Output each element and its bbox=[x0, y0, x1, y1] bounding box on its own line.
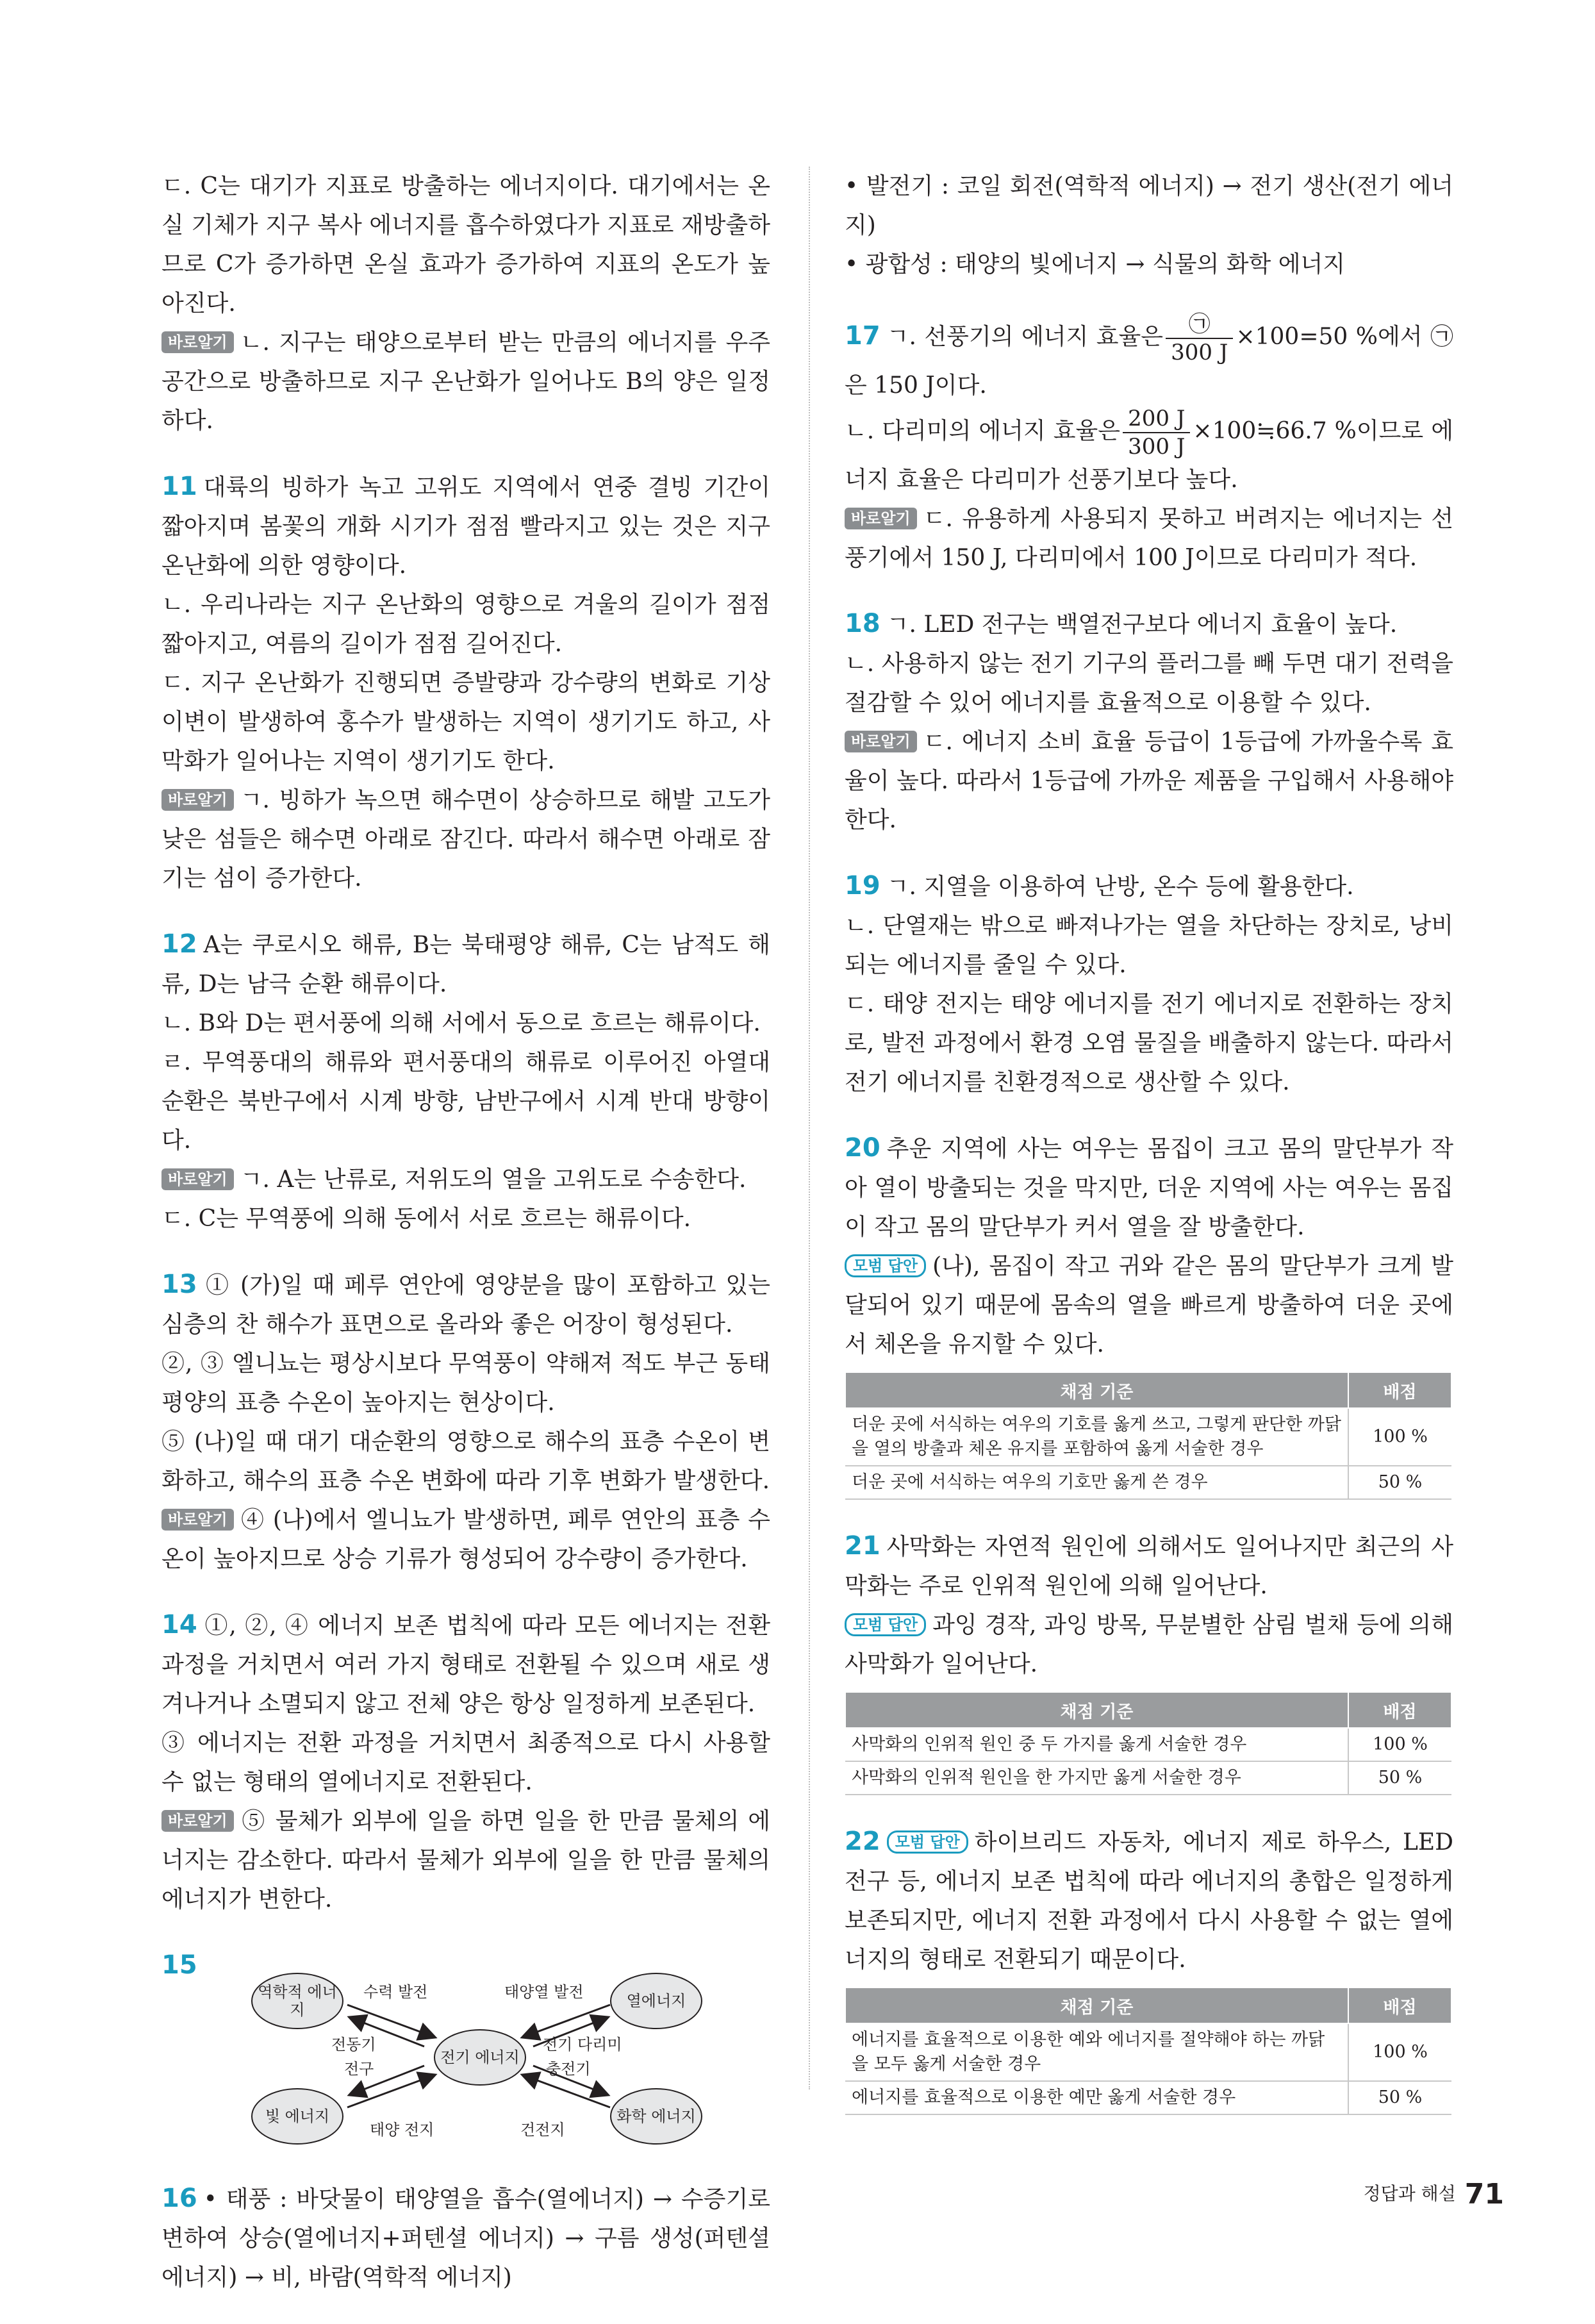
criteria-cell: 더운 곳에 서식하는 여우의 기호만 옳게 쓴 경우 bbox=[845, 1466, 1348, 1499]
criteria-cell: 사막화의 인위적 원인을 한 가지만 옳게 서술한 경우 bbox=[845, 1761, 1348, 1795]
label-battery: 건전지 bbox=[520, 2121, 565, 2139]
q21-line bbox=[845, 1527, 1453, 1606]
q14-line-0 bbox=[161, 1606, 770, 1723]
wrong-tag: 바로알기 bbox=[845, 731, 917, 752]
q14-wrong-text: ⑤ 물체가 외부에 일을 하면 일을 한 만큼 물체의 에너지는 감소한다. 따라서 물체가 외부에 일을 한 만큼 물체의 에너지가 변한다. bbox=[161, 1808, 770, 1913]
q17-b-post: ×100≒66.7 %이므로 에너지 효율은 다리미가 선풍기보다 높다. bbox=[845, 418, 1453, 493]
page-number: 71 bbox=[1464, 2178, 1504, 2211]
q11-line-0 bbox=[161, 467, 770, 585]
q17-fraction-b bbox=[1123, 405, 1190, 460]
q11-line-1: ㄴ. 우리나라는 지구 온난화의 영향으로 겨울의 길이가 점점 짧아지고, 여름의 길이가 점점 길어진다. bbox=[161, 592, 770, 657]
q11-wrong bbox=[161, 781, 770, 898]
q16-continuation bbox=[845, 167, 1453, 284]
q11-wrong-text: ㄱ. 빙하가 녹으면 해수면이 상승하므로 해발 고도가 낮은 섬들은 해수면 아래로 잠긴다. 따라서 해수면 아래로 잠기는 섬이 증가한다. bbox=[161, 787, 770, 892]
q14-line-1: ③ 에너지는 전환 과정을 거치면서 최종적으로 다시 사용할 수 없는 형태의 열에너지로 전환된다. bbox=[161, 1730, 770, 1795]
q13-text-0: ① (가)일 때 페루 연안에 영양분을 많이 포함하고 있는 심층의 찬 해수가 표면으로 올라와 좋은 어장이 형성된다. bbox=[161, 1272, 770, 1338]
q13-number: 13 bbox=[161, 1270, 197, 1299]
q17-b-pre: ㄴ. 다리미의 에너지 효율은 bbox=[845, 418, 1121, 444]
criteria-cell: 에너지를 효율적으로 이용한 예와 에너지를 절약해야 하는 까닭을 모두 옳게 서술한 경우 bbox=[845, 2023, 1348, 2081]
q19-line-1: ㄴ. 단열재는 밖으로 빠져나가는 열을 차단하는 장치로, 낭비되는 에너지를 줄일 수 있다. bbox=[845, 913, 1453, 978]
page-footer bbox=[1364, 2178, 1504, 2211]
label-bulb: 전구 bbox=[344, 2060, 374, 2078]
score-header: 배점 bbox=[1348, 1988, 1451, 2023]
q14-text-0: ①, ②, ④ 에너지 보존 법칙에 따라 모든 에너지는 전환 과정을 거치면서 여러 가지 형태로 전환될 수 있으며 새로 생겨나거나 소멸되지 않고 전체 양은 항상 일정하게 보존된다. bbox=[161, 1613, 770, 1717]
q20 bbox=[845, 1129, 1453, 1500]
q14 bbox=[161, 1606, 770, 1919]
q13-line-1: ②, ③ 엘니뇨는 평상시보다 무역풍이 약해져 적도 부근 동태평양의 표층 수온이 높아지는 현상이다. bbox=[161, 1350, 770, 1416]
wrong-tag: 바로알기 bbox=[161, 789, 234, 811]
q16 bbox=[161, 2179, 770, 2297]
q21-scoring-table bbox=[845, 1691, 1452, 1795]
label-solar-heat: 태양열 발전 bbox=[504, 1983, 584, 2001]
q21-text: 사막화는 자연적 원인에 의해서도 일어나지만 최근의 사막화는 주로 인위적 원인에 의해 일어난다. bbox=[845, 1534, 1453, 1599]
q16-generator: • 발전기 : 코일 회전(역학적 에너지) → 전기 생산(전기 에너지) bbox=[845, 173, 1453, 238]
q20-scoring-table bbox=[845, 1372, 1452, 1500]
q22-line bbox=[845, 1822, 1453, 1979]
q17-number: 17 bbox=[845, 321, 880, 351]
q21-number: 21 bbox=[845, 1531, 880, 1561]
q12-line-2: ㄹ. 무역풍대의 해류와 편서풍대의 해류로 이루어진 아열대 순환은 북반구에서 시계 방향, 남반구에서 시계 반대 방향이다. bbox=[161, 1049, 770, 1154]
score-cell: 100 % bbox=[1348, 1728, 1451, 1761]
fraction-numerator: ㉠ bbox=[1166, 311, 1233, 339]
q21-model bbox=[845, 1606, 1453, 1684]
q19-text-0: ㄱ. 지열을 이용하여 난방, 온수 등에 활용한다. bbox=[886, 874, 1354, 900]
table-row bbox=[845, 1466, 1451, 1499]
model-answer-tag: 모범 답안 bbox=[887, 1830, 968, 1854]
footer-title: 정답과 해설 bbox=[1363, 2183, 1456, 2204]
q12 bbox=[161, 925, 770, 1238]
score-cell: 100 % bbox=[1348, 1408, 1451, 1466]
q22-scoring-table bbox=[845, 1987, 1452, 2115]
node-electric-energy: 전기 에너지 bbox=[434, 2029, 526, 2086]
q17-wrong bbox=[845, 499, 1453, 577]
label-charger: 충전기 bbox=[546, 2060, 591, 2078]
score-cell: 50 % bbox=[1348, 2081, 1451, 2114]
q10-continuation bbox=[161, 167, 770, 440]
node-chemical-energy: 화학 에너지 bbox=[610, 2088, 702, 2145]
q12-number: 12 bbox=[161, 929, 197, 959]
wrong-tag: 바로알기 bbox=[845, 508, 917, 529]
model-answer-tag: 모범 답안 bbox=[845, 1254, 926, 1277]
score-cell: 50 % bbox=[1348, 1761, 1451, 1795]
q21-model-text: 과잉 경작, 과잉 방목, 무분별한 삼림 벌채 등에 의해 사막화가 일어난다. bbox=[845, 1612, 1453, 1677]
score-header: 배점 bbox=[1348, 1372, 1451, 1408]
q12-wrong-2: ㄷ. C는 무역풍에 의해 동에서 서로 흐르는 해류이다. bbox=[161, 1206, 691, 1232]
criteria-cell: 더운 곳에 서식하는 여우의 기호를 옳게 쓰고, 그렇게 판단한 까닭을 열의 방출과 체온 유지를 포함하여 옳게 서술한 경우 bbox=[845, 1408, 1348, 1466]
q12-wrong bbox=[161, 1160, 770, 1199]
q20-text: 추운 지역에 사는 여우는 몸집이 크고 몸의 말단부가 작아 열이 방출되는 것을 막지만, 더운 지역에 사는 여우는 몸집이 작고 몸의 말단부가 커서 열을 잘 방출한다. bbox=[845, 1136, 1453, 1240]
q11-text-0: 대륙의 빙하가 녹고 고위도 지역에서 연중 결빙 기간이 짧아지며 봄꽃의 개화 시기가 점점 빨라지고 있는 것은 지구 온난화에 의한 영향이다. bbox=[161, 474, 770, 579]
q10-text: ㄷ. C는 대기가 지표로 방출하는 에너지이다. 대기에서는 온실 기체가 지구 복사 에너지를 흡수하였다가 지표로 재방출하므로 C가 증가하면 온실 효과가 증가하여 지표의 온도가 높아진다. bbox=[161, 173, 770, 317]
q14-number: 14 bbox=[161, 1610, 197, 1639]
label-motor: 전동기 bbox=[331, 2036, 376, 2054]
q18-wrong-text: ㄷ. 에너지 소비 효율 등급이 1등급에 가까울수록 효율이 높다. 따라서 1등급에 가까운 제품을 구입해서 사용해야 한다. bbox=[845, 729, 1453, 833]
q20-number: 20 bbox=[845, 1133, 880, 1163]
q17-a-pre: ㄱ. 선풍기의 에너지 효율은 bbox=[886, 324, 1164, 350]
column-divider bbox=[809, 167, 810, 2089]
wrong-tag: 바로알기 bbox=[161, 1168, 234, 1190]
q16-number: 16 bbox=[161, 2184, 197, 2213]
q12-line-0 bbox=[161, 925, 770, 1004]
q13-line-2: ⑤ (나)일 때 대기 대순환의 영향으로 해수의 표층 수온이 변화하고, 해수의 표층 수온 변화에 따라 기후 변화가 발생한다. bbox=[161, 1429, 770, 1494]
score-cell: 100 % bbox=[1348, 2023, 1451, 2081]
criteria-header: 채점 기준 bbox=[845, 1988, 1348, 2023]
q12-text-0: A는 쿠로시오 해류, B는 북태평양 해류, C는 남적도 해류, D는 남극 순환 해류이다. bbox=[161, 932, 770, 997]
criteria-cell: 에너지를 효율적으로 이용한 예만 옳게 서술한 경우 bbox=[845, 2081, 1348, 2114]
table-header-row bbox=[845, 1692, 1451, 1728]
q18-number: 18 bbox=[845, 609, 880, 638]
node-mechanical-energy: 역학적 에너지 bbox=[251, 1973, 343, 2029]
node-light-energy: 빛 에너지 bbox=[251, 2088, 343, 2145]
q20-model-text: (나), 몸집이 작고 귀와 같은 몸의 말단부가 크게 발달되어 있기 때문에 몸속의 열을 빠르게 방출하여 더운 곳에서 체온을 유지할 수 있다. bbox=[845, 1253, 1453, 1357]
q11-line-2: ㄷ. 지구 온난화가 진행되면 증발량과 강수량의 변화로 기상 이변이 발생하여 홍수가 발생하는 지역이 생기기도 하고, 사막화가 일어나는 지역이 생기기도 한다. bbox=[161, 670, 770, 774]
criteria-header: 채점 기준 bbox=[845, 1372, 1348, 1408]
q18-line-1: ㄴ. 사용하지 않는 전기 기구의 플러그를 빼 두면 대기 전력을 절감할 수 있어 에너지를 효율적으로 이용할 수 있다. bbox=[845, 651, 1453, 716]
q19-number: 19 bbox=[845, 871, 880, 901]
wrong-tag: 바로알기 bbox=[161, 1509, 234, 1531]
q18 bbox=[845, 604, 1453, 840]
q19-line-0 bbox=[845, 867, 1453, 906]
table-row bbox=[845, 2023, 1451, 2081]
label-solar-cell: 태양 전지 bbox=[370, 2121, 434, 2139]
q11 bbox=[161, 467, 770, 898]
q22-number: 22 bbox=[845, 1827, 880, 1856]
model-answer-tag: 모범 답안 bbox=[845, 1613, 926, 1636]
q16-photosynthesis: • 광합성 : 태양의 빛에너지 → 식물의 화학 에너지 bbox=[845, 251, 1346, 278]
table-row bbox=[845, 2081, 1451, 2114]
q21 bbox=[845, 1527, 1453, 1795]
table-row bbox=[845, 1761, 1451, 1795]
q20-model bbox=[845, 1247, 1453, 1364]
q20-line bbox=[845, 1129, 1453, 1247]
q22-model-text: 하이브리드 자동차, 에너지 제로 하우스, LED 전구 등, 에너지 보존 법칙에 따라 에너지의 총합은 일정하게 보존되지만, 에너지 전환 과정에서 다시 사용할 수 없는 열에너지의 형태로 전환되기 때문이다. bbox=[845, 1829, 1453, 1973]
q19 bbox=[845, 867, 1453, 1102]
fraction-denominator: 300 J bbox=[1171, 340, 1228, 365]
energy-conversion-diagram bbox=[251, 1960, 713, 2152]
q19-line-2: ㄷ. 태양 전지는 태양 에너지를 전기 에너지로 전환하는 장치로, 발전 과정에서 환경 오염 물질을 배출하지 않는다. 따라서 전기 에너지를 친환경적으로 생산할 수 있다. bbox=[845, 991, 1453, 1095]
q12-wrong-text: ㄱ. A는 난류로, 저위도의 열을 고위도로 수송한다. bbox=[240, 1166, 747, 1193]
fraction-denominator: 300 J bbox=[1128, 434, 1186, 460]
q13-line-0 bbox=[161, 1265, 770, 1344]
q18-line-0 bbox=[845, 604, 1453, 644]
q22 bbox=[845, 1822, 1453, 2115]
q15-number: 15 bbox=[161, 1950, 197, 1980]
wrong-tag: 바로알기 bbox=[161, 331, 234, 353]
criteria-cell: 사막화의 인위적 원인 중 두 가지를 옳게 서술한 경우 bbox=[845, 1728, 1348, 1761]
table-header-row bbox=[845, 1372, 1451, 1408]
q10-wrong-text: ㄴ. 지구는 태양으로부터 받는 만큼의 에너지를 우주 공간으로 방출하므로 지구 온난화가 일어나도 B의 양은 일정하다. bbox=[161, 329, 770, 434]
q18-wrong bbox=[845, 722, 1453, 840]
q18-text-0: ㄱ. LED 전구는 백열전구보다 에너지 효율이 높다. bbox=[886, 611, 1398, 638]
q17 bbox=[845, 311, 1453, 577]
q11-number: 11 bbox=[161, 472, 197, 501]
score-cell: 50 % bbox=[1348, 1466, 1451, 1499]
q17-fraction-a bbox=[1166, 311, 1233, 366]
table-row bbox=[845, 1408, 1451, 1466]
q17-wrong-text: ㄷ. 유용하게 사용되지 못하고 버려지는 에너지는 선풍기에서 150 J, 다리미에서 100 J이므로 다리미가 적다. bbox=[845, 506, 1453, 571]
criteria-header: 채점 기준 bbox=[845, 1692, 1348, 1728]
node-heat-energy: 열에너지 bbox=[610, 1973, 702, 2029]
score-header: 배점 bbox=[1348, 1692, 1451, 1728]
q14-wrong bbox=[161, 1802, 770, 1919]
q15 bbox=[161, 1946, 770, 2152]
wrong-tag: 바로알기 bbox=[161, 1810, 234, 1832]
q17-line-b bbox=[845, 405, 1453, 499]
q13-wrong bbox=[161, 1500, 770, 1579]
q17-line-a bbox=[845, 311, 1453, 405]
label-hydro: 수력 발전 bbox=[363, 1983, 428, 2001]
left-column bbox=[161, 167, 770, 2324]
q13-wrong-text: ④ (나)에서 엘니뇨가 발생하면, 페루 연안의 표층 수온이 높아지므로 상승 기류가 형성되어 강수량이 증가한다. bbox=[161, 1507, 770, 1572]
table-header-row bbox=[845, 1988, 1451, 2023]
q10-wrong bbox=[161, 323, 770, 440]
fraction-numerator: 200 J bbox=[1123, 405, 1190, 433]
q17-a-post: ×100=50 %에서 ㉠은 150 J이다. bbox=[845, 324, 1454, 399]
right-column bbox=[845, 167, 1453, 2142]
q16-line bbox=[161, 2179, 770, 2297]
table-row bbox=[845, 1728, 1451, 1761]
q13 bbox=[161, 1265, 770, 1579]
q12-line-1: ㄴ. B와 D는 편서풍에 의해 서에서 동으로 흐르는 해류이다. bbox=[161, 1010, 761, 1036]
label-iron: 전기 다리미 bbox=[543, 2036, 622, 2054]
q16-text: • 태풍 : 바닷물이 태양열을 흡수(열에너지) → 수증기로 변하여 상승(열에너지+퍼텐셜 에너지) → 구름 생성(퍼텐셜 에너지) → 비, 바람(역학적 에너지) bbox=[161, 2186, 770, 2291]
